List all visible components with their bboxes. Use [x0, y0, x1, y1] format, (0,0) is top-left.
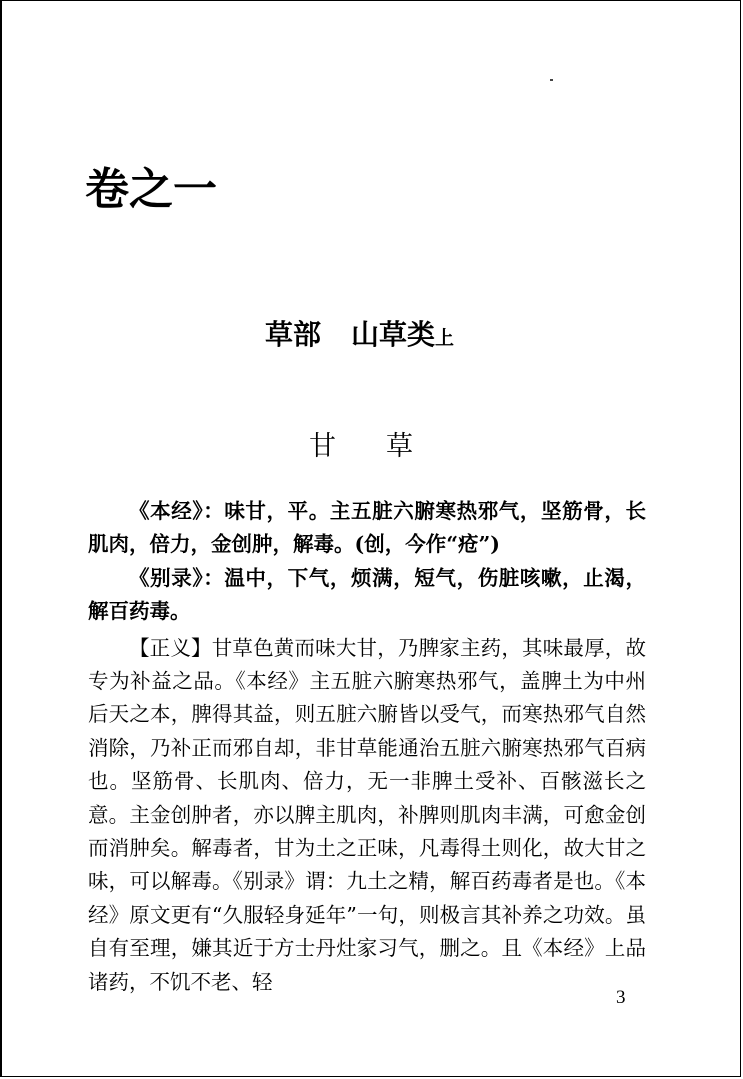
herb-title: [309, 430, 413, 464]
section-sub: 上: [435, 327, 455, 349]
section-main: 草部: [265, 318, 322, 351]
section-title: [265, 317, 454, 356]
benjing-paragraph: 《本经》：味甘，平。主五脏六腑寒热邪气，坚筋骨，长肌肉，倍力，金创肿，解毒。(创，今作“疮”): [88, 499, 646, 557]
herb-title-char-1: 甘: [309, 431, 336, 462]
body-text: [88, 495, 646, 999]
bielu-paragraph: 《别录》：温中，下气，烦满，短气，伤脏咳嗽，止渴，解百药毒。: [88, 565, 646, 624]
scan-speck: [550, 79, 553, 81]
herb-title-char-2: 草: [386, 431, 413, 462]
zhengyi-paragraph: 【正义】甘草色黄而味大甘，乃脾家主药，其味最厚，故专为补益之品。《本经》主五脏六腑寒热邪气，盖脾土为中州后天之本，脾得其益，则五脏六腑皆以受气，而寒热邪气自然消除，乃补正而邪自却，非甘草能通治五脏六腑寒热邪气百病也。坚筋骨、长肌肉、倍力，无一非脾土受补、百骸滋长之意。主金创肿者，亦以脾主肌肉，补脾则肌肉丰满，可愈金创而消肿矣。解毒者，甘为土之正味，凡毒得土则化，故大甘之味，可以解毒。《别录》谓：九土之精，解百药毒者是也。《本经》原文更有“久服轻身延年”一句，则极言其补养之功效。虽自有至理，嫌其近于方士丹灶家习气，删之。且《本经》上品诸药，不饥不老、轻: [88, 635, 646, 994]
volume-title: 卷之一: [85, 164, 217, 215]
page-number: 3: [616, 987, 626, 1008]
section-category: 山草类: [351, 318, 436, 351]
